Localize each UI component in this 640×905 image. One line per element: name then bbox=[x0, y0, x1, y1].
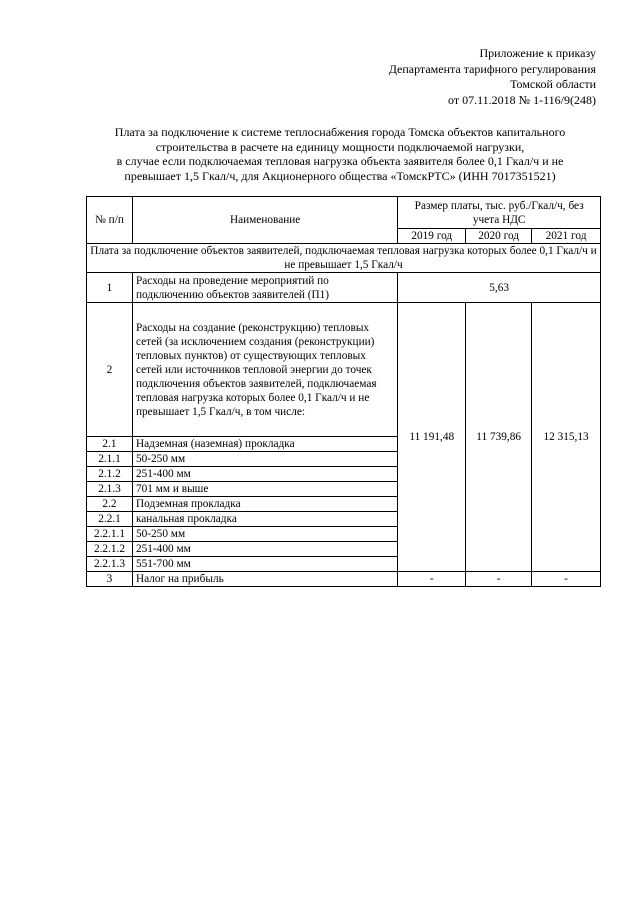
row-name: 50-250 мм bbox=[132, 527, 397, 542]
table-row bbox=[87, 273, 601, 303]
row-num: 2 bbox=[87, 303, 133, 437]
row-value: 5,63 bbox=[398, 273, 601, 303]
header-line-1: Приложение к приказу bbox=[479, 46, 596, 60]
table-row bbox=[87, 303, 601, 437]
row-num: 2.1 bbox=[87, 437, 133, 452]
row-num: 2.1.2 bbox=[87, 467, 133, 482]
title-line-3: в случае если подключаемая тепловая нагрузка объекта заявителя более 0,1 Гкал/ч и не bbox=[116, 154, 564, 168]
header-line-3: Томской области bbox=[510, 77, 596, 91]
header-name: Наименование bbox=[132, 197, 397, 244]
header-year-2021: 2021 год bbox=[532, 229, 601, 244]
row-name: Подземная прокладка bbox=[132, 497, 397, 512]
section-title: Плата за подключение объектов заявителей, подключаемая тепловая нагрузка которых более 0,1 Гкал/ч и не превышает 1,5 Гкал/ч bbox=[87, 244, 601, 273]
section-row bbox=[87, 244, 601, 273]
title-line-4: превышает 1,5 Гкал/ч, для Акционерного общества «ТомскРТС» (ИНН 7017351521) bbox=[124, 168, 556, 183]
row-name: канальная прокладка bbox=[132, 512, 397, 527]
value-2019: - bbox=[398, 572, 466, 587]
value-2019: 11 191,48 bbox=[398, 303, 466, 572]
title-line-1: Плата за подключение к системе теплоснабжения города Томска объектов капитального bbox=[114, 125, 566, 139]
row-name: 251-400 мм bbox=[132, 467, 397, 482]
row-num: 2.2.1 bbox=[87, 512, 133, 527]
row-name: 701 мм и выше bbox=[132, 482, 397, 497]
row-name: Надземная (наземная) прокладка bbox=[132, 437, 397, 452]
value-2021: - bbox=[532, 572, 601, 587]
document-title bbox=[80, 125, 600, 183]
title-line-2: строительства в расчете на единицу мощности подключаемой нагрузки, bbox=[155, 139, 525, 154]
table-row bbox=[87, 572, 601, 587]
header-line-2: Департамента тарифного регулирования bbox=[388, 61, 596, 76]
tariff-table bbox=[86, 196, 601, 587]
row-num: 2.1.3 bbox=[87, 482, 133, 497]
value-2020: 11 739,86 bbox=[466, 303, 532, 572]
table-header-row bbox=[87, 197, 601, 229]
row-name: Расходы на создание (реконструкцию) тепловых сетей (за исключением создания (реконструкции) тепловых пунктов) от существующих тепловых сетей или источников тепловой энергии до точек подключения объектов заявителей, подключаемая тепловая нагрузка которых более 0,1 Гкал/ч и не превышает 1,5 Гкал/ч, в том числе: bbox=[132, 303, 397, 437]
value-2021: 12 315,13 bbox=[532, 303, 601, 572]
header-year-2019: 2019 год bbox=[398, 229, 466, 244]
row-num: 2.2.1.3 bbox=[87, 557, 133, 572]
row-num: 2.1.1 bbox=[87, 452, 133, 467]
row-name: 50-250 мм bbox=[132, 452, 397, 467]
row-name: 551-700 мм bbox=[132, 557, 397, 572]
header-line-4: от 07.11.2018 № 1-116/9(248) bbox=[448, 92, 596, 107]
row-name: 251-400 мм bbox=[132, 542, 397, 557]
row-num: 2.2.1.1 bbox=[87, 527, 133, 542]
value-2020: - bbox=[466, 572, 532, 587]
header-year-2020: 2020 год bbox=[466, 229, 532, 244]
row-num: 1 bbox=[87, 273, 133, 303]
row-num: 2.2.1.2 bbox=[87, 542, 133, 557]
document-header bbox=[389, 46, 596, 108]
header-size: Размер платы, тыс. руб./Гкал/ч, без учета НДС bbox=[398, 197, 601, 229]
row-name: Расходы на проведение мероприятий по подключению объектов заявителей (П1) bbox=[132, 273, 397, 303]
header-num: № п/п bbox=[87, 197, 133, 244]
row-name: Налог на прибыль bbox=[132, 572, 397, 587]
row-num: 2.2 bbox=[87, 497, 133, 512]
row-num: 3 bbox=[87, 572, 133, 587]
